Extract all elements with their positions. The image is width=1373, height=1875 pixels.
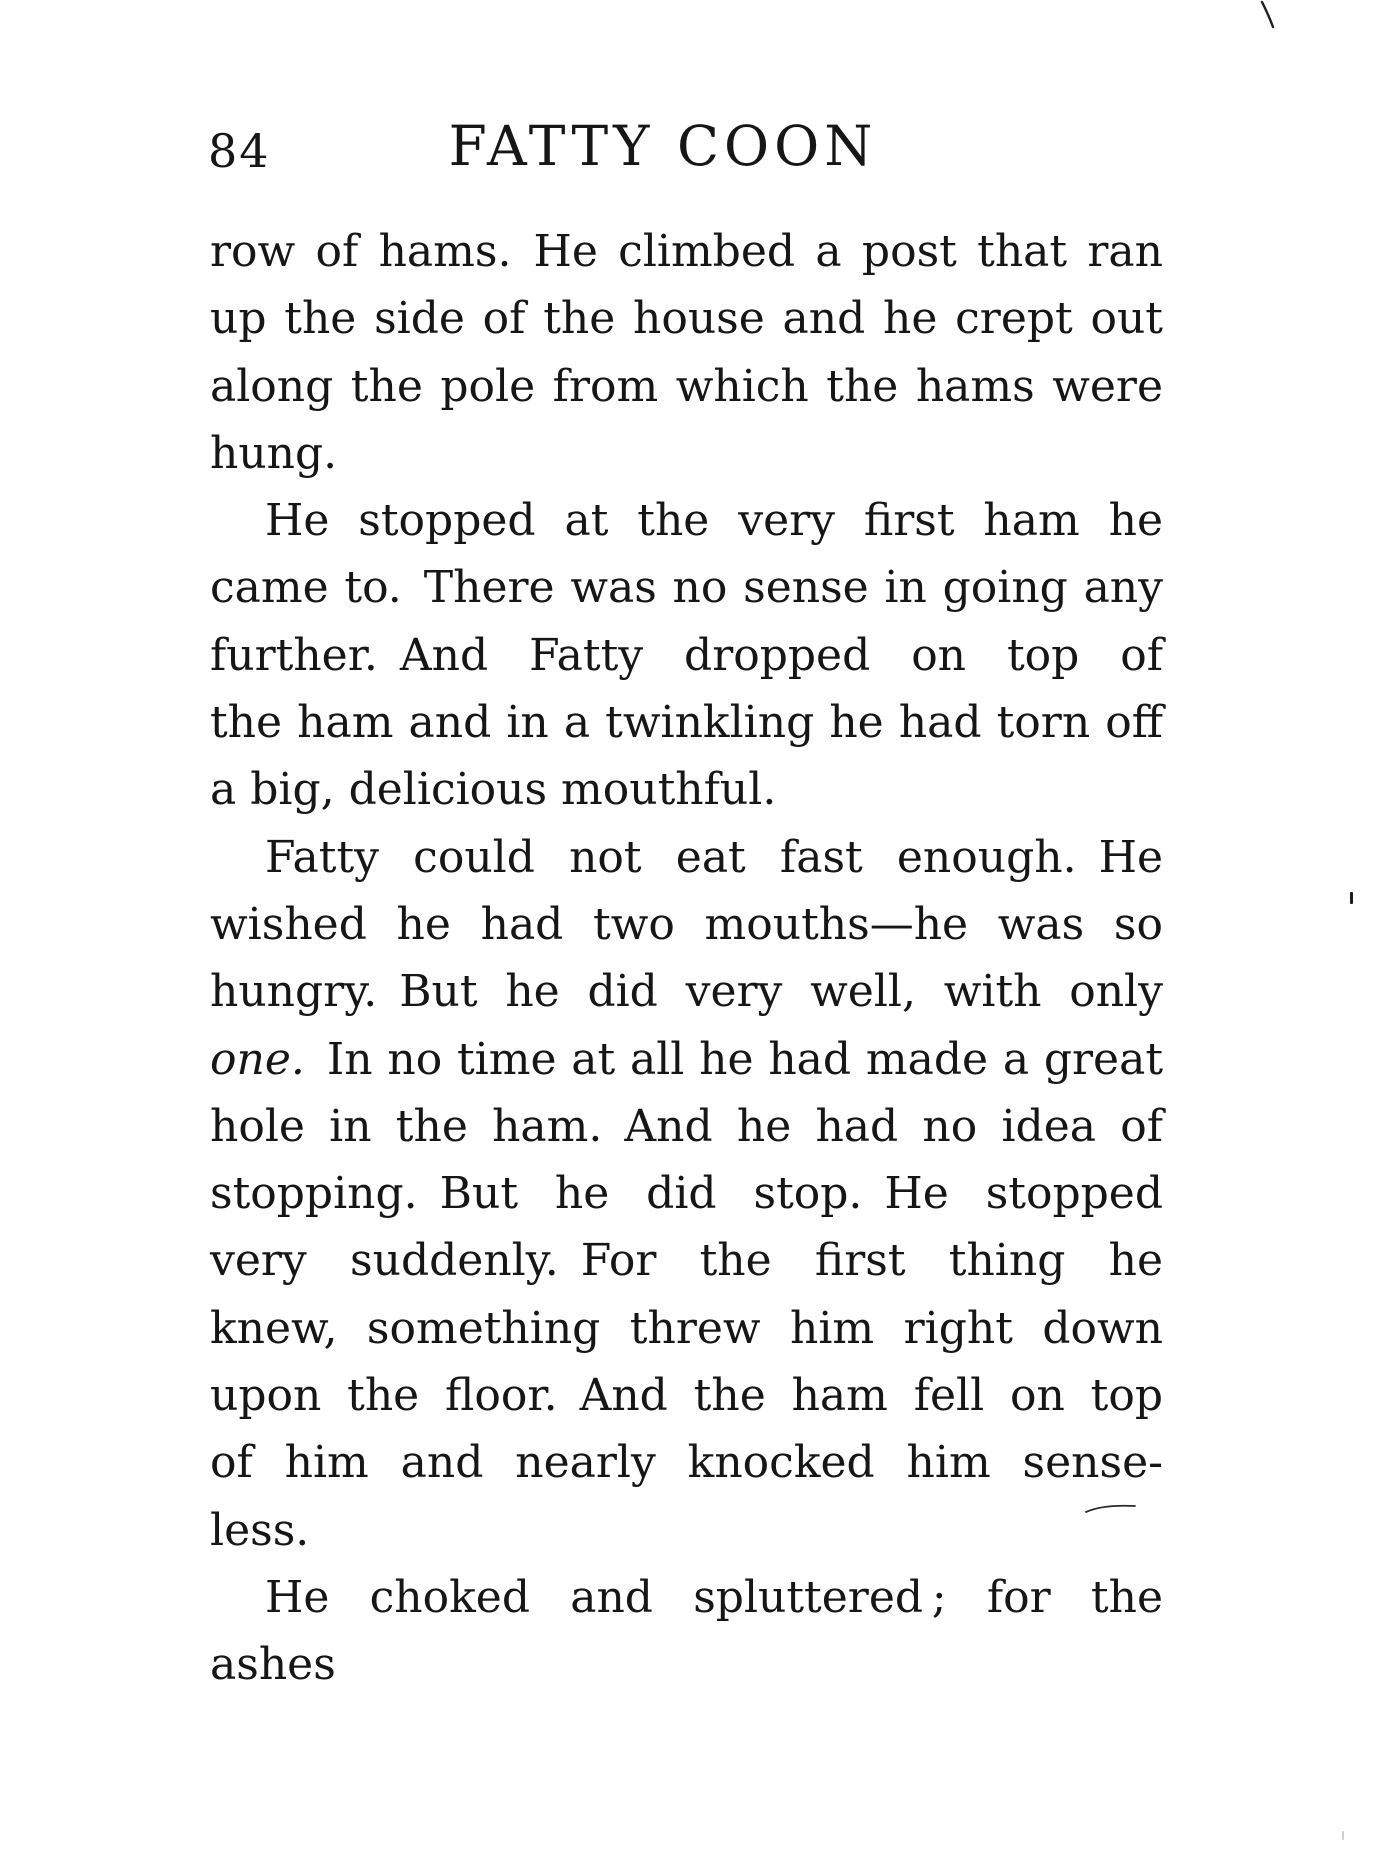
paragraph [210,1564,1163,1691]
page-number: 84 [208,124,271,178]
text-segment: came to. There was no sense in going any [210,562,1163,614]
text-segment: Fatty could not eat fast enough. He [265,831,1163,883]
text-segment: along the pole from which the hams were [210,360,1163,412]
text-line [210,420,1163,487]
running-title: FATTY COON [448,114,878,178]
text-segment: He stopped at the very first ham he [265,495,1163,547]
text-line [210,689,1163,756]
paragraph [210,487,1163,823]
text-line [210,554,1163,621]
text-segment: the ham and in a twinkling he had torn off [210,697,1163,749]
body-text [210,218,1163,1691]
text-segment: up the side of the house and he crept out [210,293,1163,345]
text-segment: of him and nearly knocked him sense- [210,1437,1163,1489]
text-line [210,958,1163,1025]
text-line [210,1093,1163,1160]
text-segment: wished he had two mouths—he was so [210,898,1163,950]
text-line [210,487,1163,554]
stray-speck-right-margin [1350,892,1353,904]
paragraph [210,824,1163,1564]
text-segment: hole in the ham. And he had no idea of [210,1100,1163,1152]
text-line [210,218,1163,285]
text-line [210,891,1163,958]
text-line [210,1295,1163,1362]
text-line [210,1227,1163,1294]
text-segment: stopping. But he did stop. He stopped [210,1168,1163,1220]
text-segment: further. And Fatty dropped on top of [210,629,1163,681]
italic-text: one. [210,1033,305,1085]
paragraph [210,218,1163,487]
text-segment: very suddenly. For the first thing he [210,1235,1163,1287]
text-segment: He choked and spluttered ; for the ashes [210,1571,1163,1691]
text-line [210,1026,1163,1093]
text-line [210,756,1163,823]
text-segment: upon the floor. And the ham fell on top [210,1370,1163,1422]
text-segment: less. [210,1504,310,1556]
text-line [210,1564,1163,1691]
text-line [210,285,1163,352]
stray-speck-bottom-right [1342,1831,1344,1840]
text-line [210,1429,1163,1496]
text-line [210,1362,1163,1429]
stray-pen-mark-top-right [1255,0,1281,30]
text-line [210,824,1163,891]
text-line [210,622,1163,689]
text-line [210,1497,1163,1564]
stray-pen-dash-after-less [1083,1498,1139,1516]
text-segment: hung. [210,427,338,479]
text-segment: row of hams. He climbed a post that ran [210,226,1163,277]
text-segment: hungry. But he did very well, with only [210,966,1163,1018]
text-segment: In no time at all he had made a great [304,1033,1163,1085]
text-line [210,1160,1163,1227]
text-segment: knew, something threw him right down [210,1302,1163,1354]
text-line [210,353,1163,420]
text-segment: a big, delicious mouthful. [210,764,777,816]
